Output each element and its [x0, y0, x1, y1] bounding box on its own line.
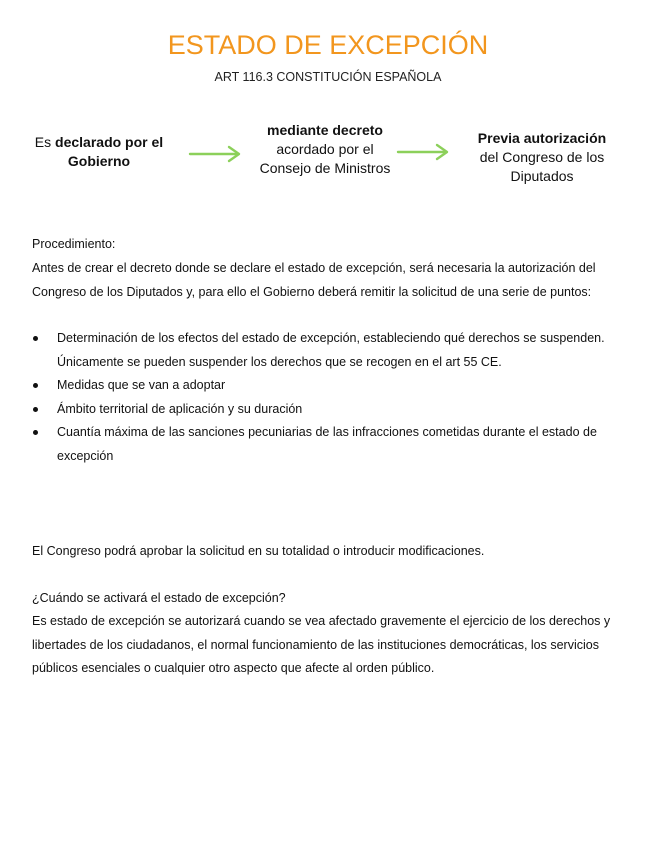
- bullet-icon: [33, 383, 38, 388]
- bullet-icon: [33, 430, 38, 435]
- flow-step-authorization-bold: Previa autorización: [477, 130, 607, 146]
- procedure-heading: Procedimiento:: [32, 237, 116, 251]
- arrow-right-icon: [188, 144, 244, 164]
- list-item: [32, 327, 624, 374]
- arrow-right-icon: [396, 142, 452, 162]
- bullet-icon: [33, 336, 38, 341]
- list-item: [32, 398, 624, 422]
- list-item: [32, 374, 624, 398]
- page-subtitle: ART 116.3 CONSTITUCIÓN ESPAÑOLA: [214, 70, 442, 84]
- bullet-icon: [33, 407, 38, 412]
- flow-step-decree: [250, 121, 400, 178]
- procedure-intro: Antes de crear el decreto donde se declare el estado de excepción, será necesaria la autorización del Congreso de los Diputados y, para ello el Gobierno deberá remitir la solicitud de una serie de puntos:: [32, 261, 596, 299]
- congreso-note: El Congreso podrá aprobar la solicitud en su totalidad o introducir modificaciones.: [32, 544, 485, 558]
- activation-question: ¿Cuándo se activará el estado de excepción?: [32, 591, 286, 605]
- activation-answer: Es estado de excepción se autorizará cuando se vea afectado gravemente el ejercicio de los derechos y libertades de los ciudadanos, el normal funcionamiento de las instituciones democráticas, los servicios públicos esenciales o cualquier otro aspecto que afecte al orden público.: [32, 614, 611, 675]
- list-item: [32, 421, 624, 468]
- flow-step-authorization: [462, 129, 622, 186]
- flow-step-authorization-rest: del Congreso de los Diputados: [479, 149, 605, 184]
- flow-step-declared: [30, 133, 168, 171]
- flow-step-declared-bold: declarado por el Gobierno: [55, 134, 164, 169]
- page-title: ESTADO DE EXCEPCIÓN: [167, 30, 489, 60]
- list-item-text: Ámbito territorial de aplicación y su duración: [57, 401, 303, 416]
- list-item-text: Medidas que se van a adoptar: [57, 378, 226, 392]
- list-item-text: Cuantía máxima de las sanciones pecuniarias de las infracciones cometidas durante el estado de excepción: [57, 425, 597, 463]
- flow-step-decree-bold: mediante decreto: [267, 122, 383, 138]
- flow-step-decree-rest: acordado por el Consejo de Ministros: [259, 141, 391, 176]
- procedure-list: [32, 327, 624, 468]
- flow-step-declared-prefix: Es: [34, 134, 56, 150]
- list-item-text: Determinación de los efectos del estado de excepción, estableciendo qué derechos se suspenden. Únicamente se pueden suspender los derechos que se recogen en el art 55 CE.: [57, 331, 605, 369]
